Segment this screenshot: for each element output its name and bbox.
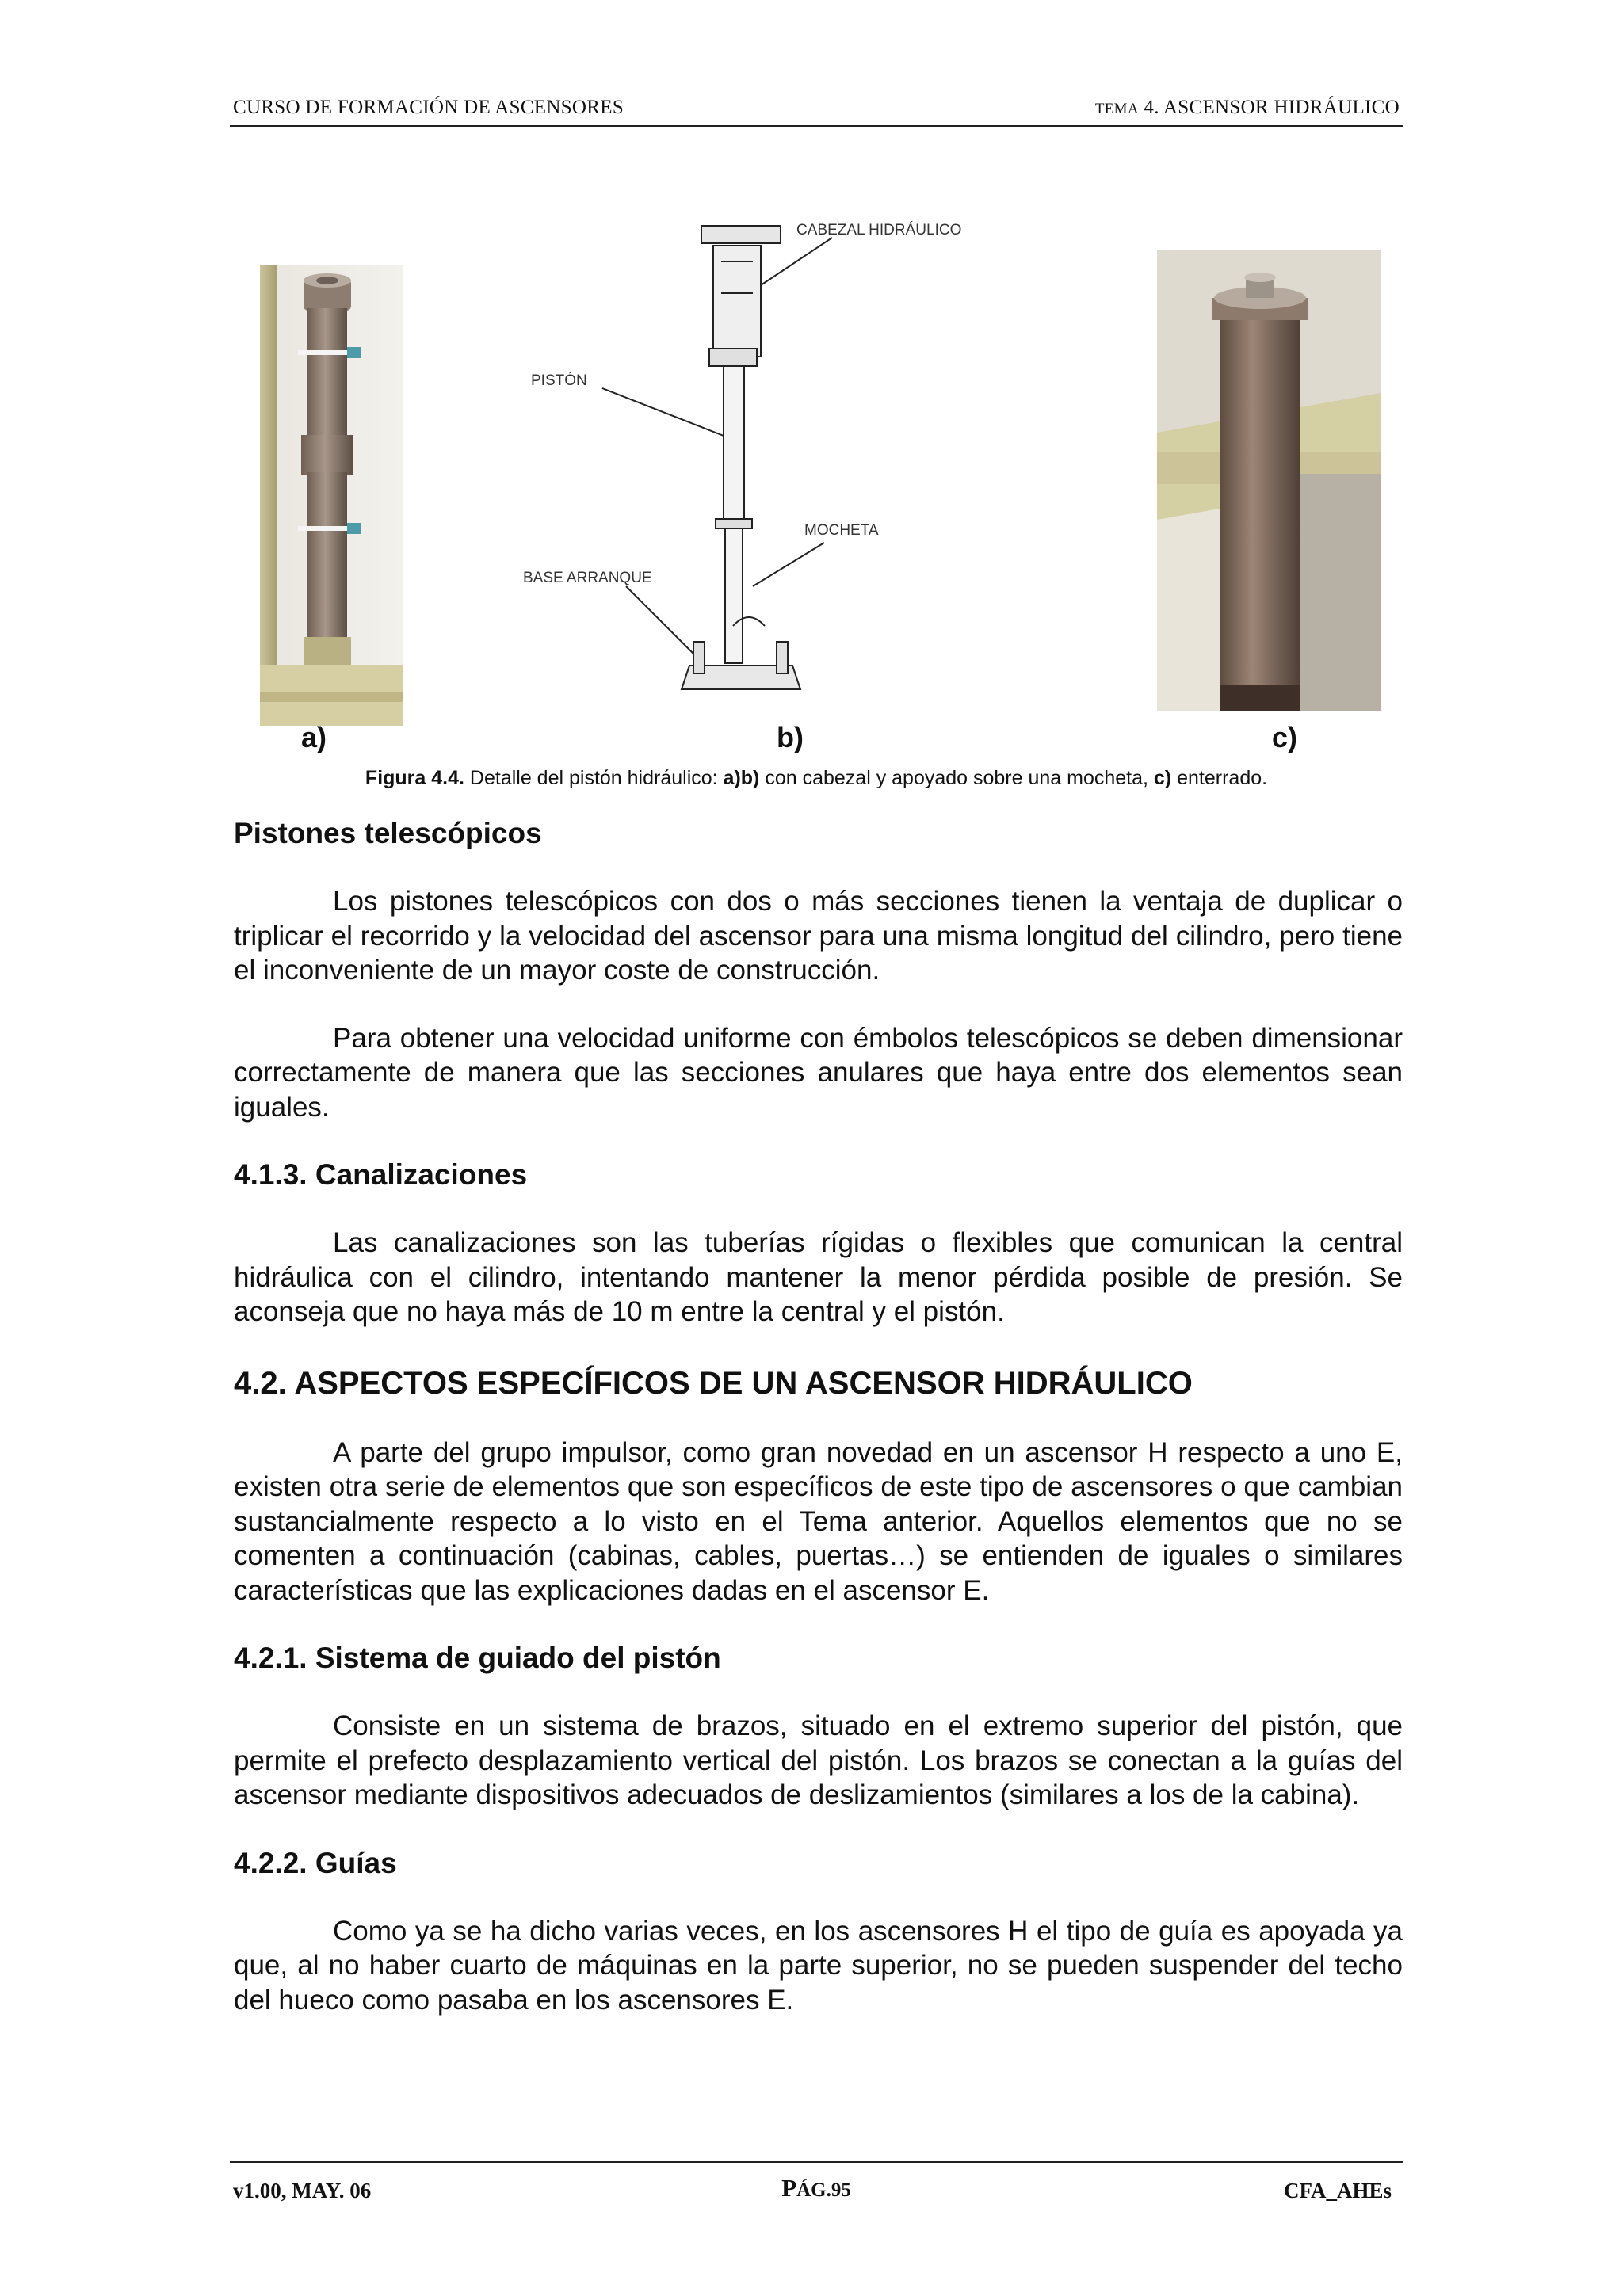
caption-bold-2: c)	[1153, 767, 1172, 789]
paragraph-telescopicos-2: Para obtener una velocidad uniforme con émbolos telescópicos se deben dimensionar correctamente de manera que las secciones anulares que haya entre dos elementos sean iguales.	[234, 1022, 1403, 1123]
paragraph-aspectos: A parte del grupo impulsor, como gran novedad en un ascensor H respecto a uno E, existen otra serie de elementos que son específicos de este tipo de ascensores o que cambian sustancialmente respecto a lo visto en el Tema anterior. Aquellos elementos que no se comenten a continuación (cabinas, cables, puertas…) se entienden de iguales o similares características que las explicaciones dadas en el ascensor E.	[234, 1436, 1403, 1606]
caption-text-1: Detalle del pistón hidráulico:	[464, 767, 724, 789]
caption-text-2: con cabezal y apoyado sobre una mocheta,	[759, 767, 1154, 789]
header-course-title: CURSO DE FORMACIÓN DE ASCENSORES	[233, 97, 624, 118]
label-mocheta: MOCHETA	[804, 522, 879, 539]
figure-label-b: b)	[777, 721, 804, 753]
photo-piston-a	[260, 265, 403, 726]
label-base-arranque: BASE ARRANQUE	[523, 570, 652, 586]
page-header	[230, 93, 1403, 127]
paragraph-sistema-guiado: Consiste en un sistema de brazos, situado en el extremo superior del pistón, que permite el prefecto desplazamiento vertical del pistón. Los brazos se conectan a la guías del ascensor mediante dispositivos adecuados de deslizamientos (similares a los de la cabina).	[234, 1711, 1403, 1810]
figure-label-c: c)	[1272, 721, 1298, 753]
footer-page-p: P	[781, 2174, 797, 2202]
paragraph-canalizaciones: Las canalizaciones son las tuberías rígidas o flexibles que comunican la central hidráulica con el cilindro, intentando mantener la menor pérdida posible de presión. Se aconseja que no haya más de 10 m entre la central y el pistón.	[234, 1227, 1403, 1327]
caption-lead: Figura 4.4.	[365, 767, 464, 789]
footer-page-number	[230, 2174, 1403, 2203]
paragraph-guias: Como ya se ha dicho varias veces, en los ascensores H el tipo de guía es apoyada ya que, al no haber cuarto de máquinas en la parte superior, no se pueden suspender del techo del hueco como pasaba en los ascensores E.	[234, 1915, 1403, 2016]
page-footer	[230, 2161, 1403, 2203]
main-content	[234, 816, 1403, 2017]
footer-page-rest: ÁG.95	[796, 2180, 851, 2201]
heading-pistones-telescopicos: Pistones telescópicos	[234, 817, 542, 849]
header-chapter-title: 4. ASCENSOR HIDRÁULICO	[1138, 97, 1400, 118]
caption-bold-1: a)b)	[723, 767, 760, 789]
footer-doc-code: CFA_AHEs	[1283, 2179, 1392, 2203]
figure-4-4	[230, 198, 1403, 800]
label-piston: PISTÓN	[531, 372, 587, 389]
heading-aspectos-especificos: 4.2. ASPECTOS ESPECÍFICOS DE UN ASCENSOR HIDRÁULICO	[234, 1365, 1193, 1401]
photo-piston-c	[1157, 250, 1381, 711]
header-chapter	[1095, 97, 1400, 119]
paragraph-telescopicos-1: Los pistones telescópicos con dos o más secciones tienen la ventaja de duplicar o triplicar el recorrido y la velocidad del ascensor para una misma longitud del cilindro, pero tiene el inconveniente de un mayor coste de construcción.	[234, 886, 1403, 986]
figure-caption	[230, 767, 1403, 790]
caption-text-3: enterrado.	[1171, 767, 1268, 789]
label-cabezal: CABEZAL HIDRÁULICO	[796, 222, 962, 238]
heading-sistema-guiado: 4.2.1. Sistema de guiado del pistón	[234, 1642, 721, 1674]
heading-canalizaciones: 4.1.3. Canalizaciones	[234, 1158, 528, 1191]
figure-label-a: a)	[301, 721, 327, 753]
diagram-piston-b	[523, 214, 962, 721]
header-tema-label: TEMA	[1094, 101, 1139, 117]
heading-guias: 4.2.2. Guías	[234, 1846, 397, 1879]
footer-version: v1.00, MAY. 06	[233, 2179, 372, 2203]
